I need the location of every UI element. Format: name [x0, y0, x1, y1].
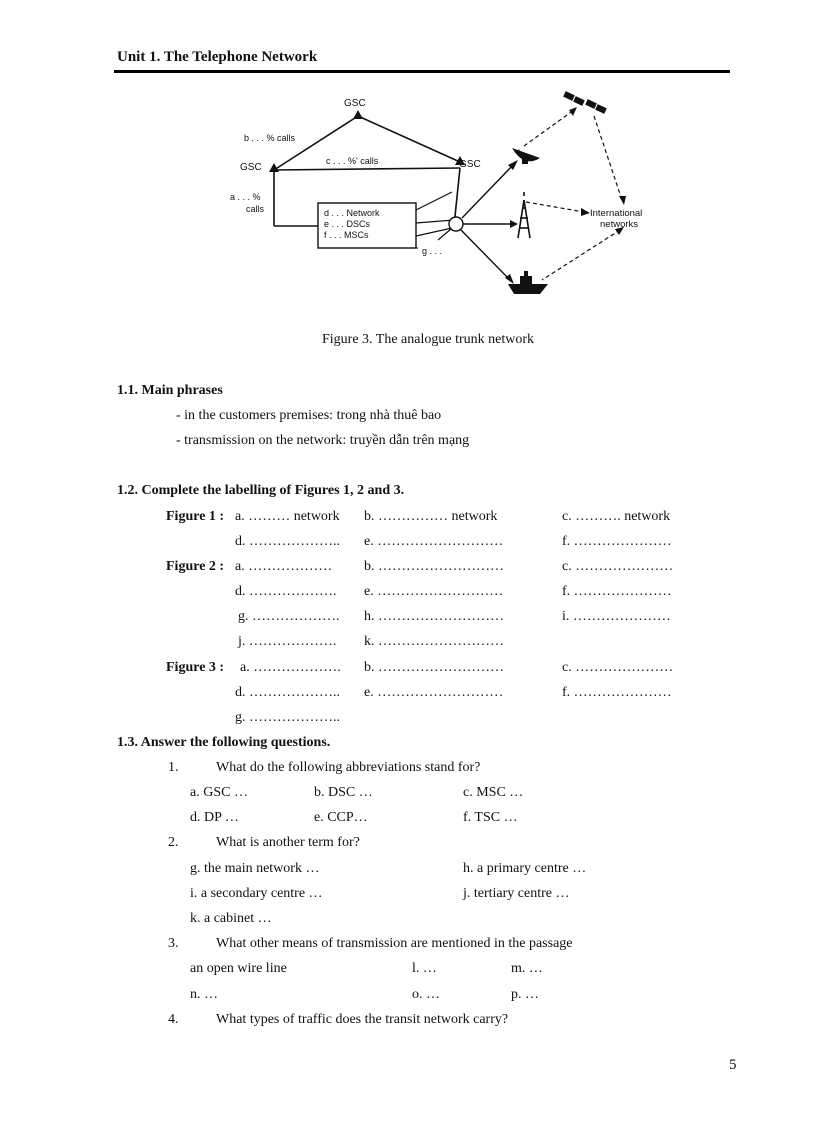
fig3-a: a. ……………….: [240, 660, 341, 675]
phrase-item: - transmission on the network: truyền dẫn trên mạng: [176, 433, 470, 448]
fig1-a: a. ……… network: [235, 509, 340, 524]
section-1-1-heading: 1.1. Main phrases: [117, 383, 223, 398]
fig2-j: j. ……………….: [238, 634, 337, 649]
q3-m: m. …: [511, 961, 543, 976]
fig2-e: e. ………………………: [364, 584, 504, 599]
radio-tower-icon: [518, 192, 530, 238]
label-b-calls: b . . . % calls: [244, 133, 296, 143]
q1-d: d. DP …: [190, 810, 239, 825]
fig1-d: d. ………………..: [235, 534, 340, 549]
question-text: What is another term for?: [216, 835, 360, 850]
q3-a: an open wire line: [190, 961, 287, 976]
fig3-c: c. …………………: [562, 660, 674, 675]
fig3-b: b. ………………………: [364, 660, 504, 675]
question-text: What types of traffic does the transit network carry?: [216, 1012, 509, 1027]
label-e-dscs: e . . . DSCs: [324, 219, 371, 229]
q1-e: e. CCP…: [314, 810, 368, 825]
label-a-line2: calls: [246, 204, 265, 214]
q2-k: k. a cabinet …: [190, 911, 272, 926]
header-rule: [114, 70, 730, 73]
trunk-network-diagram: [222, 88, 672, 310]
q1-f: f. TSC …: [463, 810, 518, 825]
q1-a: a. GSC …: [190, 785, 248, 800]
section-1-3-heading: 1.3. Answer the following questions.: [117, 735, 331, 750]
label-f-mscs: f . . . MSCs: [324, 230, 369, 240]
fig3-e: e. ………………………: [364, 685, 504, 700]
gsc-node-top: [353, 110, 363, 119]
fig1-e: e. ………………………: [364, 534, 504, 549]
q2-j: j. tertiary centre …: [463, 886, 570, 901]
page-number: 5: [729, 1057, 737, 1073]
fig2-i: i. …………………: [562, 609, 671, 624]
question-number: 3.: [168, 936, 179, 951]
fig2-a: a. ………………: [235, 559, 333, 574]
fig2-b: b. ………………………: [364, 559, 504, 574]
label-international: International: [590, 208, 643, 219]
fig3-g: g. ………………..: [235, 710, 340, 725]
q1-b: b. DSC …: [314, 785, 373, 800]
q3-p: p. …: [511, 987, 539, 1002]
label-c-calls: c . . . %' calls: [326, 156, 379, 166]
fig2-d: d. ……………….: [235, 584, 337, 599]
label-a-line1: a . . . %: [230, 192, 261, 202]
hub-node: [449, 217, 463, 231]
fig3-f: f. …………………: [562, 685, 672, 700]
q3-l: l. …: [412, 961, 437, 976]
figure-1-label: Figure 1 :: [166, 509, 225, 524]
fig1-b: b. …………… network: [364, 509, 498, 524]
question-text: What other means of transmission are mentioned in the passage: [216, 936, 573, 951]
section-1-2-heading: 1.2. Complete the labelling of Figures 1, 2 and 3.: [117, 483, 405, 498]
fig2-c: c. …………………: [562, 559, 674, 574]
q3-n: n. …: [190, 987, 218, 1002]
label-g: g . . .: [422, 246, 443, 256]
fig1-f: f. …………………: [562, 534, 672, 549]
question-number: 2.: [168, 835, 179, 850]
fig1-c: c. ………. network: [562, 509, 671, 524]
label-networks: networks: [600, 219, 639, 230]
page-header-title: Unit 1. The Telephone Network: [117, 49, 318, 65]
link-left-right: [274, 168, 460, 170]
figure-3-label: Figure 3 :: [166, 660, 225, 675]
label-gsc-left: GSC: [240, 162, 262, 173]
ship-icon: [508, 271, 548, 294]
fig2-k: k. ………………………: [364, 634, 504, 649]
q1-c: c. MSC …: [463, 785, 524, 800]
fig2-h: h. ………………………: [364, 609, 504, 624]
figure-2-label: Figure 2 :: [166, 559, 225, 574]
fig2-f: f. …………………: [562, 584, 672, 599]
fig3-d: d. ………………..: [235, 685, 340, 700]
q2-i: i. a secondary centre …: [190, 886, 323, 901]
q2-g: g. the main network …: [190, 861, 320, 876]
label-gsc-right: GSC: [459, 159, 481, 170]
question-number: 1.: [168, 760, 179, 775]
label-d-network: d . . . Network: [324, 208, 380, 218]
figure-caption: Figure 3. The analogue trunk network: [321, 332, 535, 347]
label-gsc-top: GSC: [344, 98, 366, 109]
q2-h: h. a primary centre …: [463, 861, 587, 876]
question-text: What do the following abbreviations stand for?: [216, 760, 481, 775]
phrase-item: - in the customers premises: trong nhà thuê bao: [176, 408, 442, 423]
q3-o: o. …: [412, 987, 440, 1002]
fig2-g: g. ……………….: [238, 609, 340, 624]
question-number: 4.: [168, 1012, 179, 1027]
